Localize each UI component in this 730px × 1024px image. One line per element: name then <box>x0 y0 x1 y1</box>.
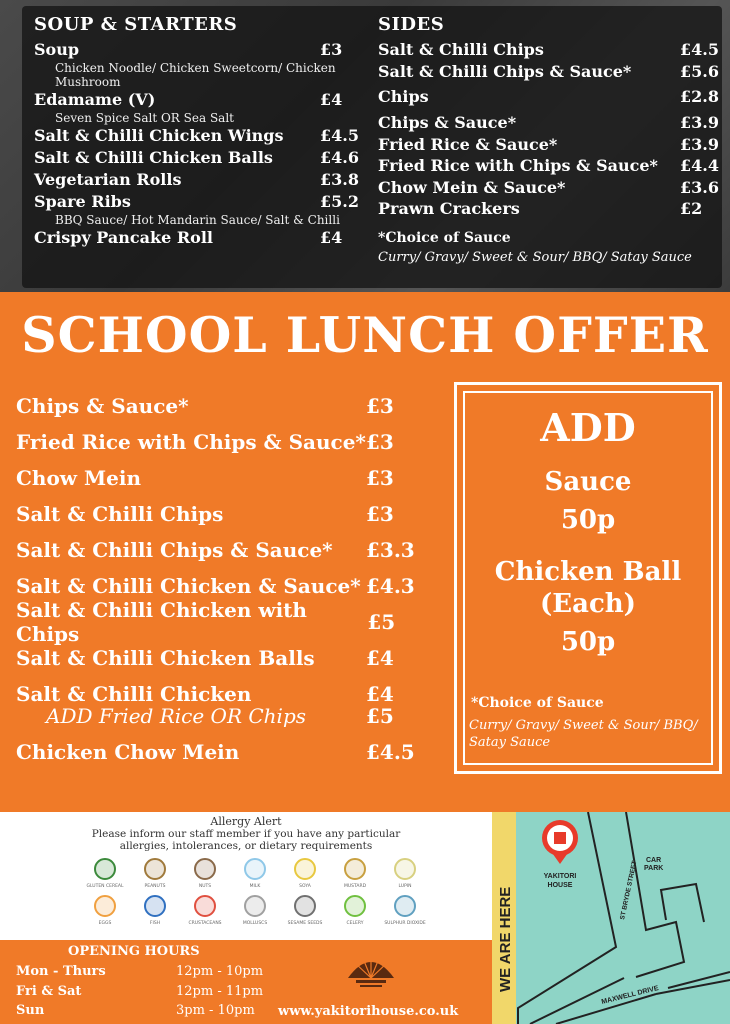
menu-item-name: Salt & Chilli Chicken Wings <box>34 126 284 145</box>
map-street-st-bryde: ST BRYDE STREET <box>619 860 639 921</box>
allergen-item <box>130 895 180 926</box>
allergy-alert-title: Allergy Alert <box>210 815 282 828</box>
soup-starters-column <box>34 14 359 249</box>
allergen-item <box>230 895 280 926</box>
offer-item <box>16 424 416 460</box>
menu-item <box>34 39 344 61</box>
menu-item <box>34 191 359 213</box>
map-place-name: YAKITORI <box>543 873 577 880</box>
hours-row <box>16 1003 266 1018</box>
add-chicken-ball-each: (Each) <box>539 589 636 619</box>
offer-item-name: Salt & Chilli Chicken <box>16 682 252 706</box>
allergen-item <box>280 858 330 889</box>
allergen-icon <box>344 895 366 917</box>
menu-item <box>378 177 719 199</box>
menu-item-name: Chow Mein & Sauce* <box>378 177 566 197</box>
allergen-item <box>380 895 430 926</box>
offer-addon-row <box>16 704 416 734</box>
offer-item-price: £3 <box>366 394 394 418</box>
menu-item <box>378 155 719 177</box>
allergen-label: MILK <box>249 884 261 889</box>
menu-item <box>34 89 344 111</box>
offer-addon-label: ADD Fried Rice OR Chips <box>46 704 307 728</box>
allergen-item <box>380 858 430 889</box>
hours-day: Mon - Thurs <box>16 964 106 979</box>
add-chicken-ball-price: 50p <box>560 627 616 657</box>
allergen-label: CRUSTACEANS <box>188 921 222 926</box>
menu-item-name: Vegetarian Rolls <box>34 170 182 189</box>
allergen-icon <box>294 858 316 880</box>
allergen-icon <box>94 858 116 880</box>
allergen-icon <box>194 895 216 917</box>
add-sauce-note-title: *Choice of Sauce <box>471 695 604 711</box>
menu-item-name: Salt & Chilli Chicken Balls <box>34 148 273 167</box>
menu-item-price: £5.6 <box>680 61 719 81</box>
offer-item-name: Salt & Chilli Chips <box>16 502 224 526</box>
hours-row <box>16 984 266 999</box>
offer-item-name: Fried Rice with Chips & Sauce* <box>16 430 366 454</box>
add-box <box>454 382 722 774</box>
allergen-item <box>280 895 330 926</box>
offer-item-name: Salt & Chilli Chicken Balls <box>16 646 315 670</box>
menu-item <box>34 147 359 169</box>
menu-item-price: £4.5 <box>320 126 359 145</box>
menu-item <box>378 134 719 156</box>
offer-item-price: £3 <box>366 502 394 526</box>
allergen-icon <box>244 858 266 880</box>
allergen-item <box>230 858 280 889</box>
offer-item-price: £3 <box>366 430 394 454</box>
offer-item <box>16 598 416 646</box>
menu-item-description: Seven Spice Salt OR Sea Salt <box>55 111 234 125</box>
offer-item-price: £4 <box>366 646 394 670</box>
menu-item-price: £3 <box>320 40 343 59</box>
menu-item-name: Edamame (V) <box>34 90 156 109</box>
offer-item-name: Salt & Chilli Chips & Sauce* <box>16 538 333 562</box>
allergen-icon <box>294 895 316 917</box>
offer-item-price: £4 <box>366 682 394 706</box>
hours-time: 3pm - 10pm <box>176 1003 255 1018</box>
allergen-label: GLUTEN CEREAL <box>86 884 124 889</box>
menu-item-name: Prawn Crackers <box>378 199 520 218</box>
hours-day: Fri & Sat <box>16 984 82 999</box>
allergen-icon <box>94 895 116 917</box>
menu-item <box>378 82 719 112</box>
menu-item-price: £2 <box>680 199 703 218</box>
sides-sauce-note-title: *Choice of Sauce <box>378 229 511 246</box>
offer-item-price: £4.5 <box>366 740 415 764</box>
offer-addon-price: £5 <box>366 704 394 728</box>
allergen-icon <box>144 858 166 880</box>
offer-item <box>16 460 416 496</box>
menu-item-price: £4 <box>320 90 343 109</box>
allergen-icon <box>394 858 416 880</box>
offer-list <box>16 388 416 770</box>
opening-hours-panel <box>0 940 492 1024</box>
offer-item <box>16 496 416 532</box>
we-are-here-text: WE ARE HERE <box>497 886 514 992</box>
menu-item-price: £3.8 <box>320 170 359 189</box>
sides-sauce-note-text: Curry/ Gravy/ Sweet & Sour/ BBQ/ Satay Sauce <box>378 249 692 265</box>
hours-time: 12pm - 10pm <box>176 964 264 979</box>
restaurant-logo-icon <box>344 948 398 992</box>
allergen-item <box>80 858 130 889</box>
menu-item <box>378 39 719 61</box>
offer-item-name: Chicken Chow Mein <box>16 740 240 764</box>
map-place-name-2: HOUSE <box>547 882 573 889</box>
top-menu-background <box>0 0 730 292</box>
allergy-alert-text: Please inform our staff member if you have any particular allergies, intolerances, or dietary requirements <box>91 828 401 852</box>
menu-item-name: Fried Rice with Chips & Sauce* <box>378 156 658 175</box>
add-chicken-ball-label: Chicken Ball <box>494 557 682 587</box>
allergen-icon <box>344 858 366 880</box>
menu-item <box>378 112 719 134</box>
allergen-icon <box>394 895 416 917</box>
menu-item-price: £4 <box>320 228 343 247</box>
allergen-label: SOYA <box>299 884 311 889</box>
map-roads <box>516 812 730 1024</box>
menu-item-name: Salt & Chilli Chips & Sauce* <box>378 61 632 81</box>
menu-item-description: Chicken Noodle/ Chicken Sweetcorn/ Chicken Mushroom <box>55 61 336 89</box>
offer-item-price: £5 <box>367 610 396 634</box>
menu-item-price: £4.6 <box>320 148 359 167</box>
menu-item-name: Soup <box>34 40 80 59</box>
menu-item <box>34 125 359 147</box>
add-sauce-label: Sauce <box>544 467 632 497</box>
menu-item <box>378 61 719 83</box>
offer-item <box>16 388 416 424</box>
menu-item-price: £4.5 <box>680 40 719 59</box>
offer-item-name: Chips & Sauce* <box>16 394 189 418</box>
menu-item-price: £3.9 <box>680 134 719 154</box>
allergen-item <box>80 895 130 926</box>
menu-item-name: Crispy Pancake Roll <box>34 228 213 247</box>
allergen-item <box>180 895 230 926</box>
menu-item <box>34 169 359 191</box>
allergen-icon <box>194 858 216 880</box>
soup-starters-title: SOUP & STARTERS <box>34 14 238 35</box>
website-link[interactable]: www.yakitorihouse.co.uk <box>278 1004 459 1019</box>
add-sauce-price: 50p <box>560 505 616 535</box>
map-car-park: CAR <box>646 857 662 864</box>
menu-item-price: £5.2 <box>320 192 359 211</box>
map-street-maxwell: MAXWELL DRIVE <box>600 984 660 1006</box>
allergen-item <box>130 858 180 889</box>
allergen-label: SESAME SEEDS <box>287 921 323 926</box>
menu-item <box>378 198 708 220</box>
allergen-label: FISH <box>149 921 161 926</box>
allergen-icon <box>144 895 166 917</box>
menu-item-price: £2.8 <box>680 87 719 106</box>
allergen-item <box>180 858 230 889</box>
offer-item-name: Salt & Chilli Chicken with Chips <box>16 598 307 646</box>
offer-item <box>16 532 416 568</box>
menu-item <box>34 227 344 249</box>
allergen-icon <box>244 895 266 917</box>
allergen-label: PEANUTS <box>144 884 166 889</box>
map-car-park-2: PARK <box>644 865 664 872</box>
allergen-item <box>330 895 380 926</box>
allergen-label: NUTS <box>198 884 212 889</box>
menu-item-name: Chips <box>378 87 429 106</box>
offer-item-price: £3 <box>366 466 394 490</box>
menu-item-price: £3.6 <box>680 177 719 197</box>
allergen-label: SULPHUR DIOXIDE <box>384 921 426 926</box>
offer-item <box>16 734 416 770</box>
menu-item-description: BBQ Sauce/ Hot Mandarin Sauce/ Salt & Chilli <box>55 213 340 227</box>
offer-item-price: £3.3 <box>366 538 415 562</box>
menu-item-name: Fried Rice & Sauce* <box>378 134 558 154</box>
sides-title: SIDES <box>378 14 445 35</box>
allergen-item <box>330 858 380 889</box>
allergen-icons-grid <box>80 858 430 926</box>
menu-item-name: Spare Ribs <box>34 192 131 211</box>
allergen-label: MOLLUSCS <box>242 921 268 926</box>
we-are-here-label <box>492 812 516 1024</box>
menu-item-name: Salt & Chilli Chips <box>378 40 544 59</box>
allergen-label: CELERY <box>346 921 364 926</box>
offer-item-name: Salt & Chilli Chicken & Sauce* <box>16 574 361 598</box>
opening-hours-title: OPENING HOURS <box>68 944 200 959</box>
allergen-label: EGGS <box>98 921 112 926</box>
location-map <box>492 812 730 1024</box>
top-menu-panel <box>22 6 722 288</box>
hours-row <box>16 964 266 979</box>
menu-item-price: £4.4 <box>680 156 719 175</box>
offer-item-name: Chow Mein <box>16 466 141 490</box>
menu-item-price: £3.9 <box>680 113 719 132</box>
add-title: ADD <box>540 405 636 450</box>
allergen-label: LUPIN <box>398 884 412 889</box>
allergy-alert-panel <box>0 812 492 940</box>
hours-time: 12pm - 11pm <box>176 984 264 999</box>
menu-item-name: Chips & Sauce* <box>378 113 517 132</box>
offer-item-price: £4.3 <box>366 574 415 598</box>
allergen-label: MUSTARD <box>343 884 367 889</box>
add-sauce-note-text: Curry/ Gravy/ Sweet & Sour/ BBQ/ Satay Sauce <box>469 718 698 750</box>
sides-column <box>378 14 719 265</box>
school-lunch-offer-title: SCHOOL LUNCH OFFER <box>21 306 709 364</box>
hours-day: Sun <box>16 1003 45 1018</box>
